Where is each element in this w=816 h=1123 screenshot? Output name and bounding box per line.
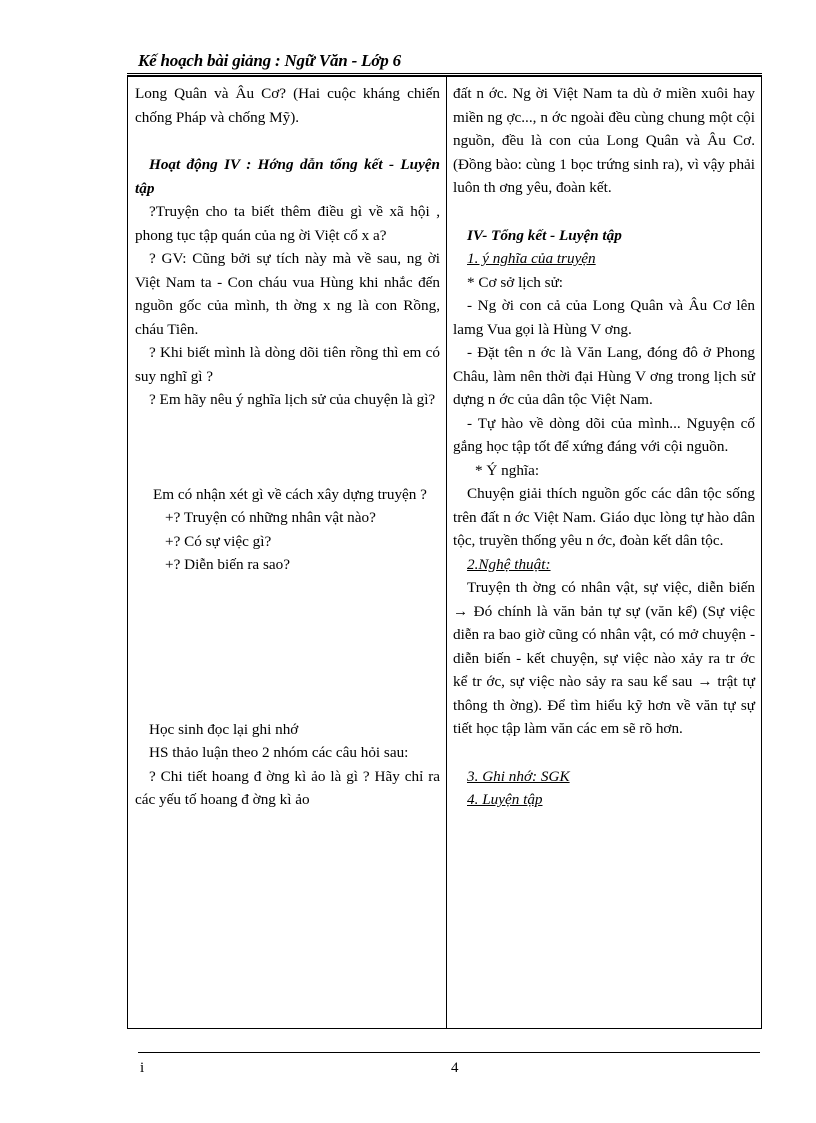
- right-art-text-3: trật tự thông th ờng). Để tìm hiểu kỹ hơn về văn tự sự tiết học tập làm văn các em sẽ rõ hơn.: [453, 673, 755, 737]
- arrow-icon: →: [453, 602, 469, 620]
- right-bullet-6: Chuyện giải thích nguồn gốc các dân tộc sống trên đất n ớc Việt Nam. Giáo dục lòng tự hào dân tộc, truyền thống yêu n ớc, đoàn kết dân tộc.: [453, 485, 755, 549]
- left-question-1: ?Truyện cho ta biết thêm điều gì về xã hội , phong tục tập quán của ng ời Việt cổ x a?: [135, 203, 440, 244]
- right-bullet-3: - Đặt tên n ớc là Văn Lang, đóng đô ở Phong Châu, làm nên thời đại Hùng V ơng trong lịch sử dựng n ớc của dân tộc Việt Nam.: [453, 344, 755, 408]
- left-question-10: HS thảo luận theo 2 nhóm các câu hỏi sau:: [149, 744, 409, 761]
- right-art-paragraph: [453, 576, 755, 741]
- footer-rule: [138, 1052, 760, 1053]
- left-question-9: Học sinh đọc lại ghi nhớ: [149, 720, 299, 738]
- right-bullet-historical-basis: * Cơ sở lịch sử:: [467, 273, 564, 291]
- right-subheading-practice: 4. Luyện tập: [467, 791, 543, 808]
- arrow-icon: →: [697, 673, 713, 690]
- left-question-3: ? Khi biết mình là dòng dõi tiên rồng thì em có suy nghĩ gì ?: [135, 344, 440, 385]
- left-question-4: ? Em hãy nêu ý nghĩa lịch sử của chuyện là gì?: [149, 391, 436, 408]
- page-number: 4: [451, 1060, 459, 1076]
- right-subheading-art: 2.Nghệ thuật:: [467, 555, 551, 573]
- right-paragraph-1: đất n ớc. Ng ời Việt Nam ta dù ở miền xuôi hay miền ng ợc..., n ớc ngoài đều cùng chung một cội nguồn, đều là con của Long Quân và Âu Cơ. (Đồng bào: cùng 1 bọc trứng sinh ra), vì vậy phải luôn th ơng yêu, đoàn kết.: [453, 85, 755, 196]
- left-question-11: ? Chi tiết hoang đ ờng kì ảo là gì ? Hãy chỉ ra các yếu tố hoang đ ờng kì ảo: [135, 767, 440, 808]
- lesson-table: [127, 75, 762, 1029]
- left-paragraph-1: Long Quân và Âu Cơ? (Hai cuộc kháng chiến chống Pháp và chống Mỹ).: [135, 85, 440, 126]
- right-art-text-1: Truyện th ờng có nhân vật, sự việc, diễn biến: [467, 579, 755, 596]
- header-rule: [127, 73, 762, 74]
- right-subheading-meaning: 1. ý nghĩa của truyện: [467, 250, 596, 267]
- teacher-activity-column: [128, 77, 447, 1028]
- left-heading-activity-4: Hoạt động IV : Hớng dẫn tổng kết - Luyện tập: [135, 156, 440, 197]
- left-question-6: +? Truyện có những nhân vật nào?: [165, 509, 376, 526]
- footer-left-text: i: [140, 1060, 145, 1076]
- right-bullet-4: - Tự hào về dòng dõi của mình... Nguyện cố gắng học tập tốt để xứng đáng với cội nguồn.: [453, 414, 755, 455]
- right-subheading-notes: 3. Ghi nhớ: SGK: [467, 767, 570, 785]
- page-header-title: Kế hoạch bài giảng : Ngữ Văn - Lớp 6: [138, 51, 401, 70]
- right-art-text-2: Đó chính là văn bản tự sự (văn kể) (Sự việc diễn ra bao giờ cũng có nhân vật, có mở chuyện - diễn biến - kết chuyện, sự việc nào xảy ra tr ớc kể tr ớc, sự việc nào sảy ra sau kể sau: [453, 602, 756, 690]
- left-question-8: +? Diễn biến ra sao?: [165, 556, 290, 573]
- right-heading-summary: IV- Tổng kết - Luyện tập: [467, 226, 622, 244]
- left-question-2: ? GV: Cũng bởi sự tích này mà về sau, ng ời Việt Nam ta - Con cháu vua Hùng khi nhắc đến nguồn gốc của mình, th ờng x ng là con Rồng, cháu Tiên.: [135, 250, 440, 338]
- right-bullet-meaning: * Ý nghĩa:: [475, 461, 540, 479]
- left-question-7: +? Có sự việc gì?: [165, 532, 272, 550]
- right-bullet-2: - Ng ời con cả của Long Quân và Âu Cơ lên lamg Vua gọi là Hùng V ơng.: [453, 297, 755, 338]
- content-column: [447, 77, 761, 1028]
- left-question-5: Em có nhận xét gì về cách xây dựng truyện ?: [153, 485, 427, 503]
